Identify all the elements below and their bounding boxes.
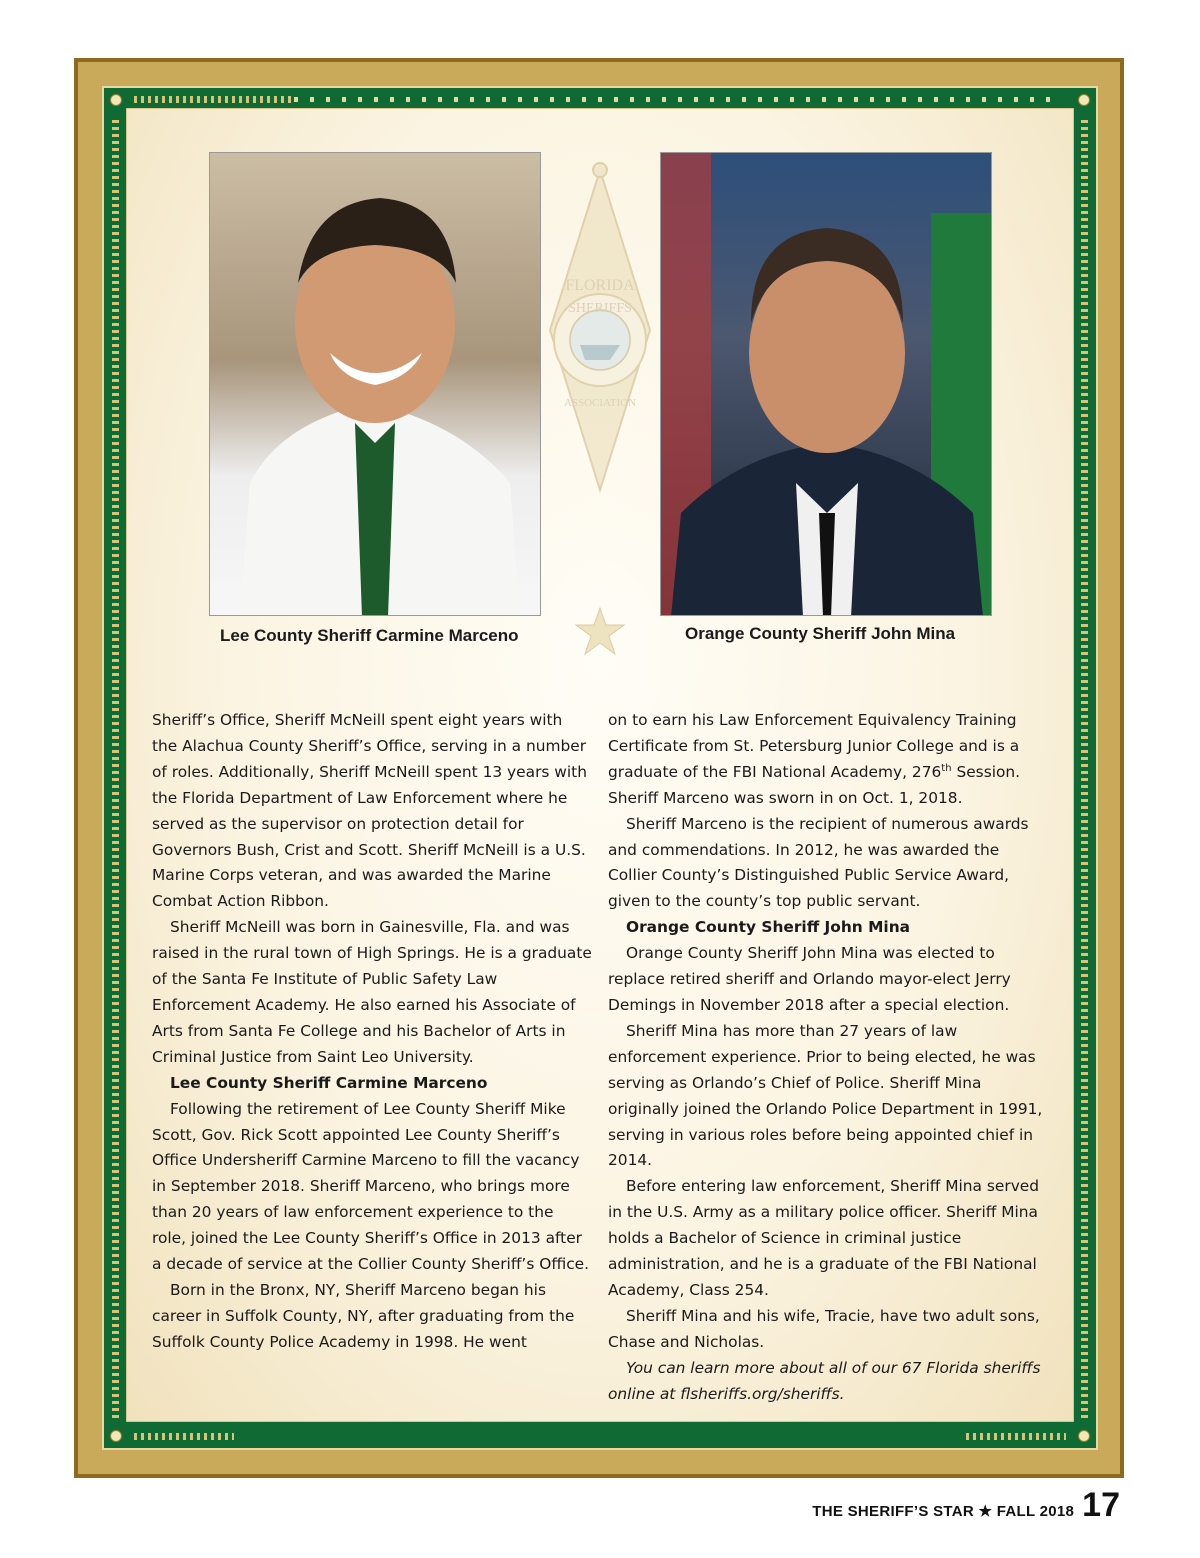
page-footer	[812, 1486, 1120, 1525]
right-text-column	[608, 708, 1048, 1407]
publication-name: THE SHERIFF’S STAR ★ FALL 2018	[812, 1503, 1075, 1520]
paragraph-text: on to earn his Law Enforcement Equivalency Training Certificate from St. Petersburg Junior College and is a graduate of the FBI National Academy, 276	[608, 711, 1020, 781]
paragraph	[608, 708, 1048, 812]
caption-right: Orange County Sheriff John Mina	[685, 624, 956, 643]
seal-text-top: FLORIDA	[565, 277, 635, 294]
caption-left: Lee County Sheriff Carmine Marceno	[220, 626, 519, 645]
paragraph: Sheriff Mina has more than 27 years of law enforcement experience. Prior to being elected, he was serving as Orlando’s Chief of Police. Sheriff Mina originally joined the Orlando Police Department in 1991, serving in various roles before being appointed chief in 2014.	[608, 1021, 1043, 1170]
photo-john-mina	[660, 152, 992, 616]
left-braid	[112, 118, 119, 1418]
photo-carmine-marceno	[209, 152, 541, 616]
corner-gem-icon	[1078, 94, 1090, 106]
paragraph: Sheriff Marceno is the recipient of numerous awards and commendations. In 2012, he was awarded the Collier County’s Distinguished Public Service Award, given to the county’s top public servant.	[608, 814, 1029, 911]
subheading: Orange County Sheriff John Mina	[626, 918, 911, 937]
sheriffs-association-seal-icon	[540, 160, 660, 560]
superscript: th	[941, 762, 952, 774]
paragraph: Sheriff’s Office, Sheriff McNeill spent eight years with the Alachua County Sheriff’s Office, serving in a number of roles. Additionally, Sheriff McNeill spent 13 years with the Florida Department of Law Enforcement where he served as the supervisor on protection detail for Governors Bush, Crist and Scott. Sheriff McNeill is a U.S. Marine Corps veteran, and was awarded the Marine Combat Action Ribbon.	[152, 711, 587, 911]
right-braid	[1081, 118, 1088, 1418]
paragraph-text: Session. Sheriff Marceno was sworn in on Oct. 1, 2018.	[608, 762, 1021, 807]
closing-note: You can learn more about all of our 67 Florida sheriffs online at flsheriffs.org/sheriffs.	[608, 1358, 1041, 1403]
subheading: Lee County Sheriff Carmine Marceno	[170, 1073, 488, 1092]
bottom-braid-right	[966, 1433, 1066, 1440]
paragraph: Orange County Sheriff John Mina was elected to replace retired sheriff and Orlando mayor-elect Jerry Demings in November 2018 after a special election.	[608, 944, 1011, 1014]
paragraph: Following the retirement of Lee County Sheriff Mike Scott, Gov. Rick Scott appointed Lee County Sheriff’s Office Undersheriff Carmine Marceno to fill the vacancy in September 2018. Sheriff Marceno, who brings more than 20 years of law enforcement experience to the role, joined the Lee County Sheriff’s Office in 2013 after a decade of service at the Collier County Sheriff’s Office.	[152, 1099, 590, 1274]
paragraph: Born in the Bronx, NY, Sheriff Marceno began his career in Suffolk County, NY, after graduating from the Suffolk County Police Academy in 1998. He went	[152, 1280, 575, 1351]
top-star-row	[294, 97, 1054, 102]
paragraph: Sheriff McNeill was born in Gainesville, Fla. and was raised in the rural town of High Springs. He is a graduate of the Santa Fe Institute of Public Safety Law Enforcement Academy. He also earned his Associate of Arts from Santa Fe College and his Bachelor of Arts in Criminal Justice from Saint Leo University.	[152, 918, 592, 1066]
corner-gem-icon	[110, 94, 122, 106]
corner-gem-icon	[110, 1430, 122, 1442]
left-text-column	[152, 708, 592, 1356]
portrait-silhouette-icon	[661, 153, 992, 616]
top-braid	[134, 96, 294, 103]
seal-text-bottom: ASSOCIATION	[563, 397, 637, 409]
bottom-braid-left	[134, 1433, 234, 1440]
page-number: 17	[1082, 1486, 1120, 1524]
paragraph: Before entering law enforcement, Sheriff Mina served in the U.S. Army as a military police officer. Sheriff Mina holds a Bachelor of Science in criminal justice administration, and he is a graduate of the FBI National Academy, Class 254.	[608, 1177, 1040, 1299]
center-star-icon	[575, 606, 625, 656]
corner-gem-icon	[1078, 1430, 1090, 1442]
paragraph: Sheriff Mina and his wife, Tracie, have two adult sons, Chase and Nicholas.	[608, 1306, 1040, 1351]
seal-text-mid: SHERIFFS	[568, 301, 632, 316]
portrait-silhouette-icon	[210, 153, 541, 616]
